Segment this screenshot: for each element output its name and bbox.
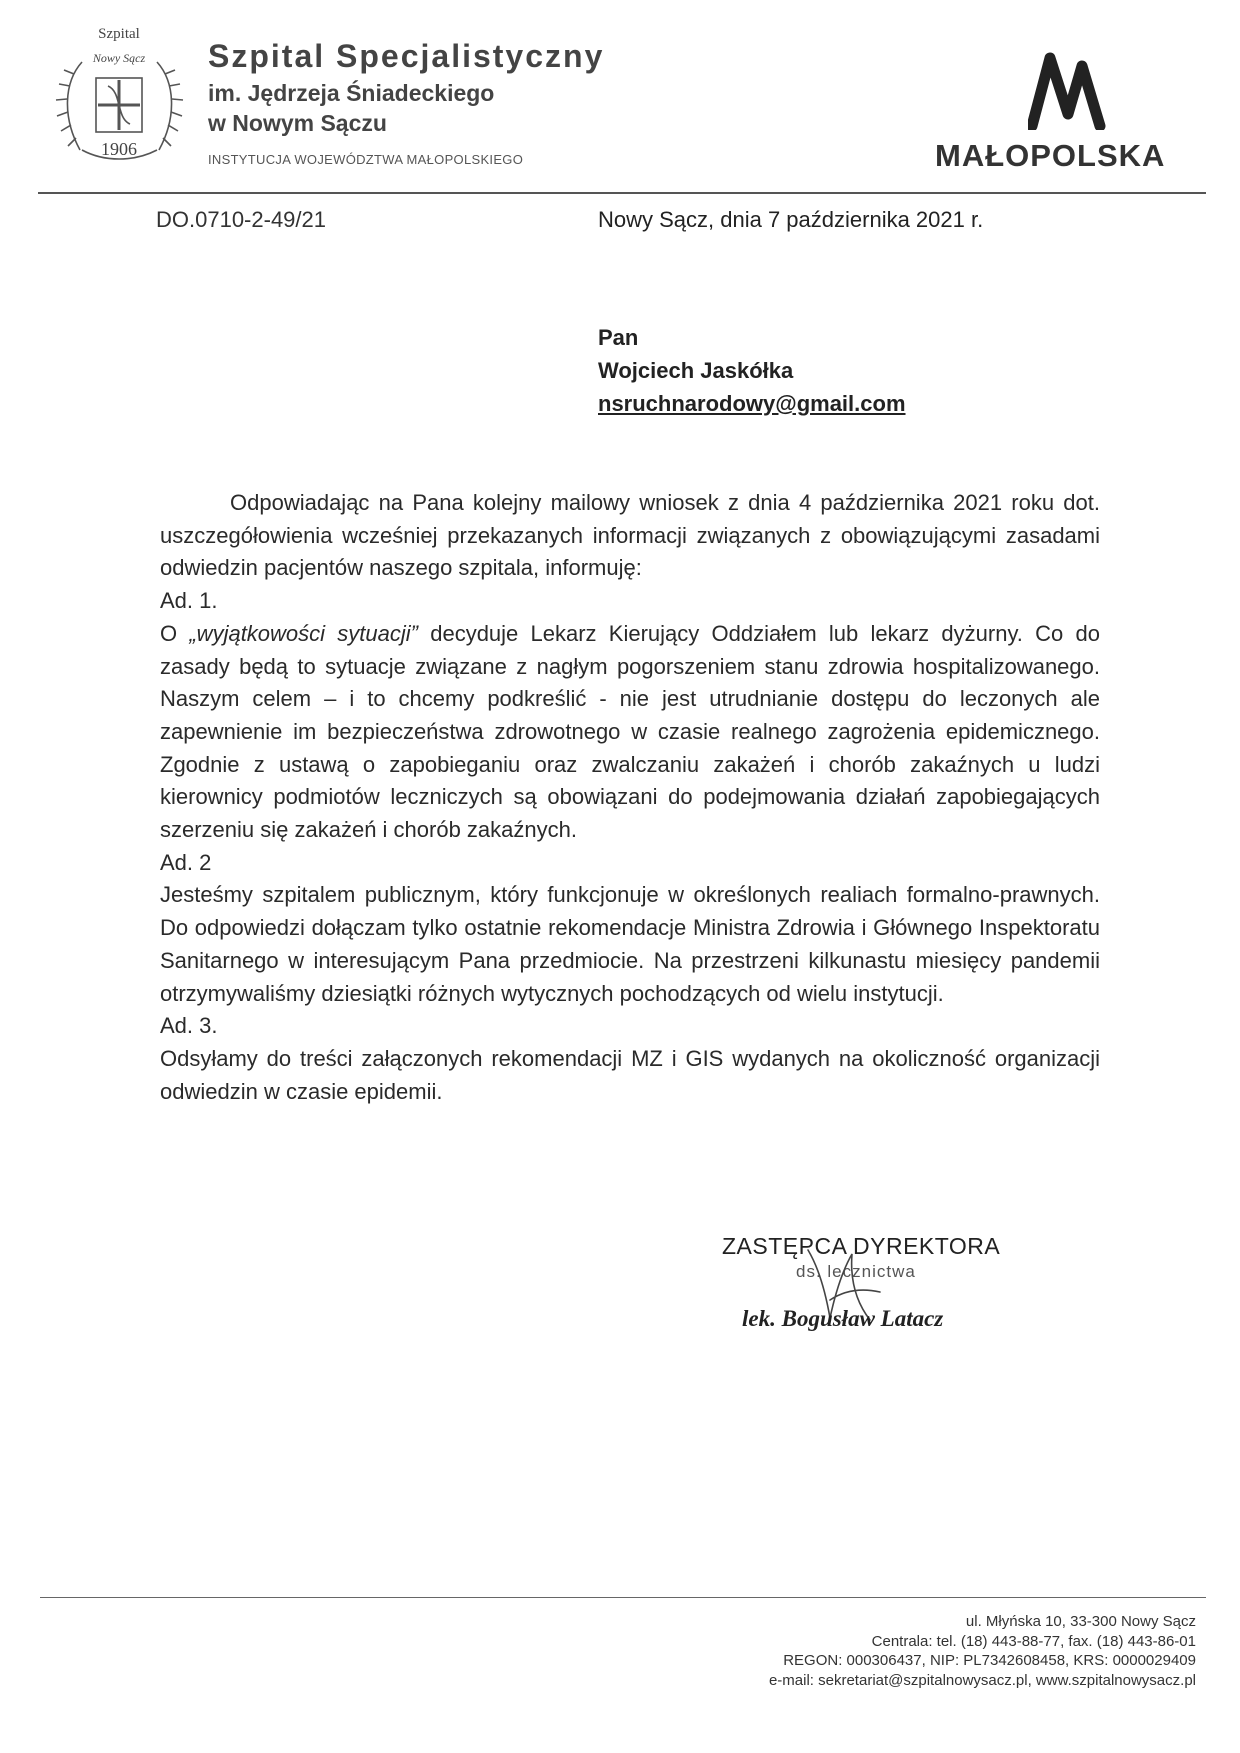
addressee-email[interactable]: nsruchnarodowy@gmail.com [598,391,906,416]
ad1-label: Ad. 1. [160,588,218,614]
seal-arc-text: Nowy Sącz [92,51,146,65]
ad1-paragraph [160,618,1100,847]
ad3-paragraph: Odsyłamy do treści załączonych rekomendacji MZ i GIS wydanych na okoliczność organizacji odwiedzin w czasie epidemii. [160,1045,1100,1104]
footer-registry: REGON: 000306437, NIP: PL7342608458, KRS: 0000029409 [783,1652,1196,1669]
malopolska-logo-icon [1028,46,1110,130]
letter-body [160,487,1100,1108]
intro-paragraph: Odpowiadając na Pana kolejny mailowy wniosek z dnia 4 października 2021 roku dot. uszczegółowienia wcześniej przekazanych informacji związanych z obowiązującymi zasadami odwiedzin pacjentów naszego szpitala, informuję: [160,490,1100,581]
region-logo-text: MAŁOPOLSKA [935,138,1166,173]
footer-email-web: e-mail: sekretariat@szpitalnowysacz.pl, www.szpitalnowysacz.pl [768,1671,1196,1689]
footer-divider [40,1597,1206,1598]
ad3-label: Ad. 3. [160,1013,218,1039]
signatory-name: lek. Bogusław Latacz [742,1306,944,1331]
hospital-city: w Nowym Sączu [208,110,387,136]
reference-number: DO.0710-2-49/21 [156,207,326,232]
footer-address: ul. Młyńska 10, 33-300 Nowy Sącz [965,1613,1196,1630]
institution-line: INSTYTUCJA WOJEWÓDZTWA MAŁOPOLSKIEGO [208,152,524,167]
header-divider [38,192,1206,194]
footer-phone: Centrala: tel. (18) 443-88-77, fax. (18) 443-86-01 [871,1632,1196,1650]
seal-year: 1906 [101,139,137,159]
addressee-name: Wojciech Jaskółka [598,358,794,383]
addressee-salutation: Pan [598,325,639,350]
ad1-text: decyduje Lekarz Kierujący Oddziałem lub lekarz dyżurny. Co do zasady będą to sytuacje związane z nagłym pogorszeniem stanu zdrowia hospitalizowanego. Naszym celem – i to chcemy podkreślić - nie jest utrudnianie dostępu do leczonych ale zapewnienie im bezpieczeństwa zdrowotnego w czasie realnego zagrożenia epidemicznego. Zgodnie z ustawą o zapobieganiu oraz zwalczaniu zakażeń i chorób zakaźnych u ludzi kierownicy podmiotów leczniczych są obowiązani do podejmowania działań zapobiegających szerzeniu się zakażeń i chorób zakaźnych. [160,620,1100,843]
ad2-label: Ad. 2 [160,849,212,875]
hospital-seal-logo [52,22,187,177]
ad1-prefix: O [160,620,190,646]
seal-top-text: Szpital [98,26,140,42]
hospital-patron: im. Jędrzeja Śniadeckiego [208,80,495,106]
ad1-quote: „wyjątkowości sytuacji” [189,620,418,646]
date-line: Nowy Sącz, dnia 7 października 2021 r. [598,207,984,232]
hospital-name: Szpital Specjalistyczny [208,38,605,74]
signatory-role: ZASTĘPCA DYREKTORA [722,1233,1001,1259]
footer-contact [496,1612,1196,1690]
signatory-department: ds. lecznictwa [796,1262,916,1281]
ad2-paragraph: Jesteśmy szpitalem publicznym, który funkcjonuje w określonych realiach formalno-prawnych. Do odpowiedzi dołączam tylko ostatnie rekomendacje Ministra Zdrowia i Głównego Inspektoratu Sanitarnego w interesującym Pana przedmiocie. Na przestrzeni kilkunastu miesięcy pandemii otrzymywaliśmy dziesiątki różnych wytycznych pochodzących od wielu instytucji. [160,882,1100,1006]
